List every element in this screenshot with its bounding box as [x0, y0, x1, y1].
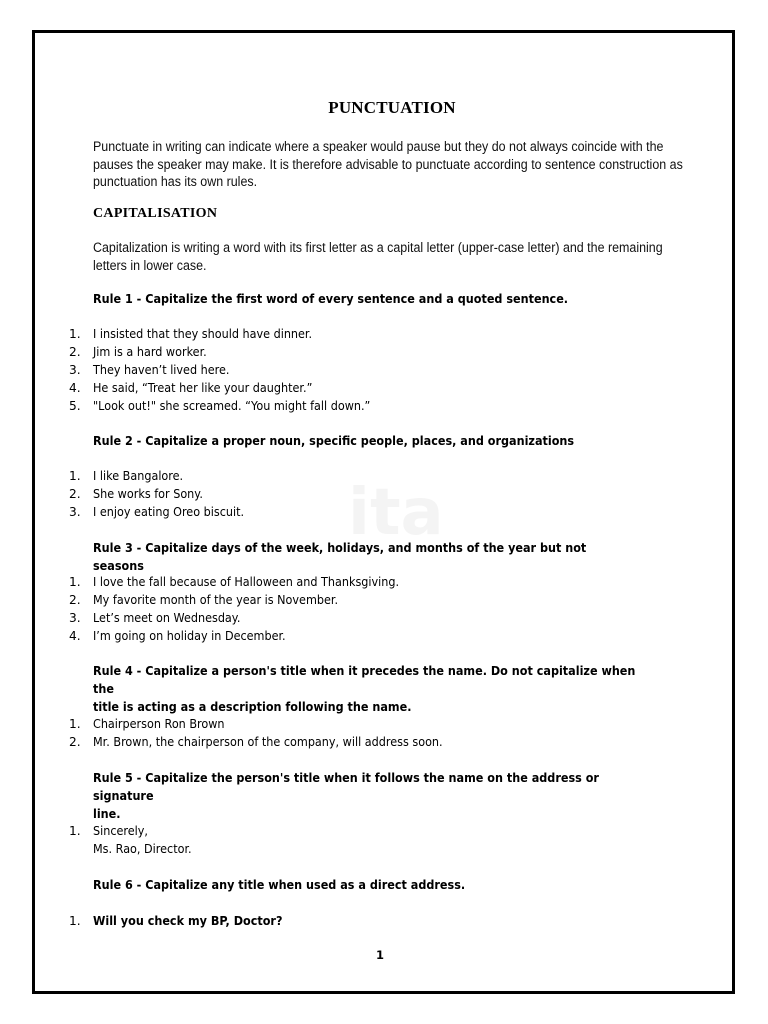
list-text: Mr. Brown, the chairperson of the company, will address soon. [93, 735, 443, 749]
list-item [0, 379, 700, 397]
page-number: 1 [376, 948, 385, 962]
list-number: 1. [69, 717, 81, 731]
rule-5-heading [93, 769, 636, 823]
list-number: 3. [69, 505, 81, 519]
rule-2-heading: Rule 2 - Capitalize a proper noun, specific people, places, and organizations [93, 434, 575, 448]
list-item [0, 485, 700, 503]
list-text: I love the fall because of Halloween and Thanksgiving. [93, 575, 400, 589]
list-number: 2. [69, 735, 81, 749]
intro-paragraph: Punctuate in writing can indicate where a speaker would pause but they do not always coincide with the pauses the speaker may make. It is therefore advisable to punctuate according to sentence construction as punctuation has its own rules. [93, 139, 683, 189]
list-item [0, 503, 700, 521]
rule-1-examples [0, 325, 700, 415]
rule-2-examples [0, 467, 700, 521]
list-text-continuation: Ms. Rao, Director. [93, 842, 192, 856]
rule-5-examples [0, 822, 700, 858]
list-text: Jim is a hard worker. [93, 345, 207, 359]
list-text: Let’s meet on Wednesday. [93, 611, 241, 625]
rule-4-heading-line2: title is acting as a description following the name. [93, 700, 412, 714]
list-item [0, 573, 700, 591]
list-item [0, 361, 700, 379]
rule-5-heading-line1: Rule 5 - Capitalize the person's title when it follows the name on the address or signature [93, 771, 599, 803]
list-text: I’m going on holiday in December. [93, 629, 286, 643]
section-intro-paragraph: Capitalization is writing a word with its first letter as a capital letter (upper-case letter) and the remaining letters in lower case. [93, 240, 663, 273]
list-item [0, 912, 700, 930]
list-number: 4. [69, 629, 81, 643]
list-text: My favorite month of the year is November. [93, 593, 339, 607]
rule-5-heading-line2: line. [93, 807, 121, 821]
list-number: 1. [69, 469, 81, 483]
list-number: 2. [69, 345, 81, 359]
list-item [0, 591, 700, 609]
list-item [0, 733, 700, 751]
list-text: I like Bangalore. [93, 469, 184, 483]
rule-4-examples [0, 715, 700, 751]
watermark-graphic: ita [348, 476, 444, 550]
list-text: Chairperson Ron Brown [93, 717, 225, 731]
list-number: 3. [69, 363, 81, 377]
list-text: "Look out!" she screamed. “You might fall down.” [93, 399, 371, 413]
list-item [0, 609, 700, 627]
list-text: They haven’t lived here. [93, 363, 230, 377]
list-text: He said, “Treat her like your daughter.” [93, 381, 313, 395]
list-number: 1. [69, 824, 81, 838]
list-number: 2. [69, 593, 81, 607]
rule-3-examples [0, 573, 700, 645]
list-text: I insisted that they should have dinner. [93, 327, 313, 341]
rule-6-examples [0, 912, 700, 930]
list-number: 5. [69, 399, 81, 413]
rule-6-heading: Rule 6 - Capitalize any title when used as a direct address. [93, 878, 466, 892]
rule-3-heading: Rule 3 - Capitalize days of the week, holidays, and months of the year but not seasons [93, 541, 587, 573]
list-item [0, 397, 700, 415]
rule-4-heading [93, 662, 636, 716]
list-text: Will you check my BP, Doctor? [93, 914, 283, 928]
list-item [0, 467, 700, 485]
list-text: Sincerely, [93, 824, 148, 838]
list-item [0, 325, 700, 343]
list-item [0, 343, 700, 361]
list-item [0, 627, 700, 645]
section-heading: CAPITALISATION [93, 206, 218, 221]
list-number: 1. [69, 914, 81, 928]
list-item [0, 715, 700, 733]
list-item [0, 822, 700, 858]
list-number: 3. [69, 611, 81, 625]
rule-1-heading: Rule 1 - Capitalize the first word of every sentence and a quoted sentence. [93, 292, 569, 306]
list-number: 1. [69, 575, 81, 589]
list-number: 4. [69, 381, 81, 395]
list-number: 1. [69, 327, 81, 341]
page-title: PUNCTUATION [328, 98, 456, 117]
list-number: 2. [69, 487, 81, 501]
list-text: I enjoy eating Oreo biscuit. [93, 505, 245, 519]
list-text: She works for Sony. [93, 487, 203, 501]
rule-4-heading-line1: Rule 4 - Capitalize a person's title when it precedes the name. Do not capitalize when the [93, 664, 636, 696]
